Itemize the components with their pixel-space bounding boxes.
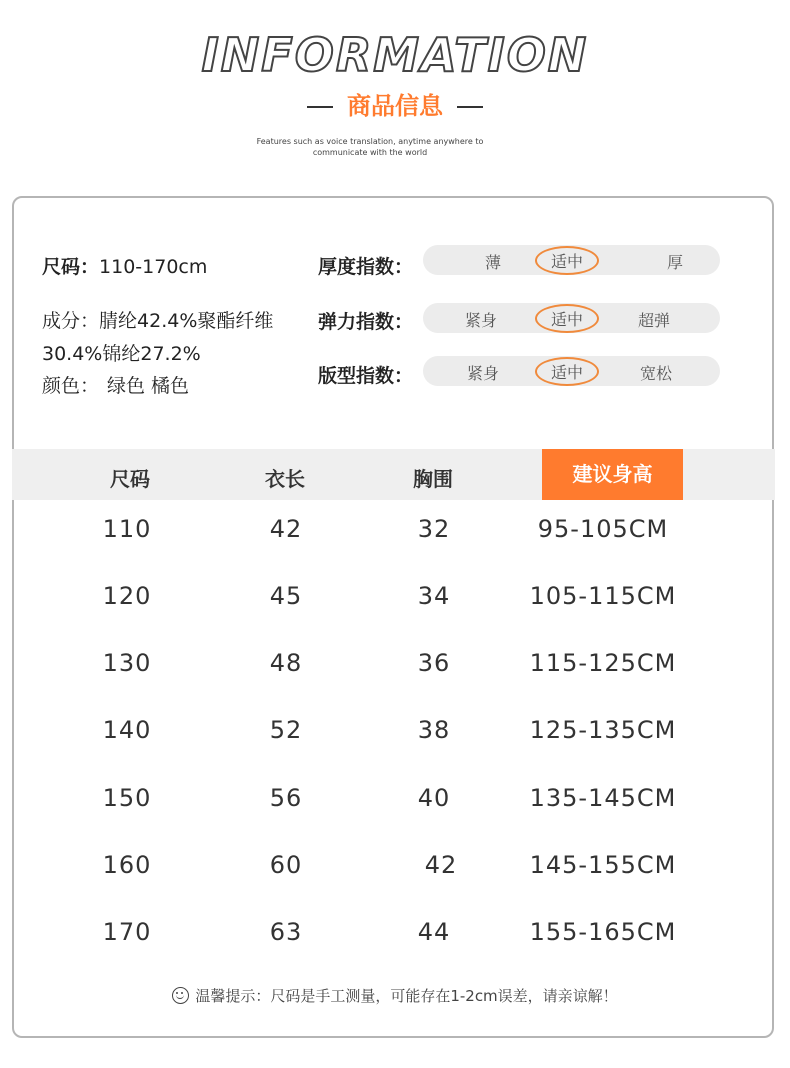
size-value: 110-170cm	[99, 256, 208, 278]
cell-length: 63	[269, 918, 303, 946]
cell-size: 160	[102, 851, 152, 879]
fit-index-label: 版型指数：	[318, 365, 414, 387]
divider-left	[307, 106, 333, 108]
cell-chest: 32	[417, 515, 451, 543]
cell-length: 45	[269, 582, 303, 610]
cell-length: 48	[269, 649, 303, 677]
cell-height: 115-125CM	[529, 649, 677, 677]
measurement-tip	[0, 985, 790, 1006]
cell-height: 95-105CM	[537, 515, 669, 543]
cell-size: 120	[102, 582, 152, 610]
color-spec	[42, 371, 189, 398]
header-size: 尺码	[110, 467, 150, 491]
thickness-option-thin: 薄	[485, 253, 502, 272]
fit-option-loose: 宽松	[640, 364, 673, 383]
cell-height: 105-115CM	[529, 582, 677, 610]
cell-height: 155-165CM	[529, 918, 677, 946]
divider-right	[457, 106, 483, 108]
cell-size: 140	[102, 716, 152, 744]
cell-length: 42	[269, 515, 303, 543]
cell-length: 52	[269, 716, 303, 744]
fit-option-medium: 适中	[535, 357, 599, 386]
material-line2: 30.4%锦纶27.2%	[42, 343, 201, 365]
size-label: 尺码：	[42, 256, 100, 278]
size-spec	[42, 252, 207, 279]
cell-size: 130	[102, 649, 152, 677]
tip-text: 温馨提示：尺码是手工测量，可能存在1-2cm误差，请亲谅解！	[195, 987, 618, 1005]
color-label: 颜色：	[42, 375, 100, 397]
fit-option-tight: 紧身	[467, 364, 500, 383]
cell-chest: 42	[424, 851, 458, 879]
material-line1: 腈纶42.4%聚酯纤维	[99, 310, 274, 332]
tagline: Features such as voice translation, anytime anywhere to communicate with the world	[256, 137, 484, 157]
elasticity-option-medium: 适中	[535, 304, 599, 333]
cell-height: 145-155CM	[529, 851, 677, 879]
size-table-header	[12, 449, 775, 500]
cell-size: 170	[102, 918, 152, 946]
cell-length: 56	[269, 784, 303, 812]
page-title: INFORMATION	[201, 28, 589, 82]
section-subtitle	[0, 86, 790, 121]
cell-chest: 36	[417, 649, 451, 677]
fit-index-scale	[423, 356, 720, 386]
color-value: 绿色 橘色	[107, 375, 190, 397]
header-length: 衣长	[265, 467, 305, 491]
subtitle-text: 商品信息	[347, 92, 443, 120]
cell-chest: 40	[417, 784, 451, 812]
material-label: 成分：	[42, 310, 100, 332]
elasticity-option-tight: 紧身	[465, 311, 498, 330]
header-chest: 胸围	[413, 467, 453, 491]
cell-chest: 44	[417, 918, 451, 946]
cell-chest: 34	[417, 582, 451, 610]
cell-height: 125-135CM	[529, 716, 677, 744]
cell-height: 135-145CM	[529, 784, 677, 812]
thickness-index-scale	[423, 245, 720, 275]
smiley-icon	[172, 987, 189, 1004]
cell-size: 150	[102, 784, 152, 812]
cell-chest: 38	[417, 716, 451, 744]
elasticity-index-label: 弹力指数：	[318, 311, 414, 333]
elasticity-index-scale	[423, 303, 720, 333]
thickness-option-medium: 适中	[535, 246, 599, 275]
cell-length: 60	[269, 851, 303, 879]
cell-size: 110	[102, 515, 152, 543]
header-height: 建议身高	[542, 449, 683, 500]
thickness-index-label: 厚度指数：	[318, 256, 414, 278]
material-spec	[42, 306, 273, 333]
thickness-option-thick: 厚	[667, 253, 684, 272]
elasticity-option-super: 超弹	[638, 311, 671, 330]
